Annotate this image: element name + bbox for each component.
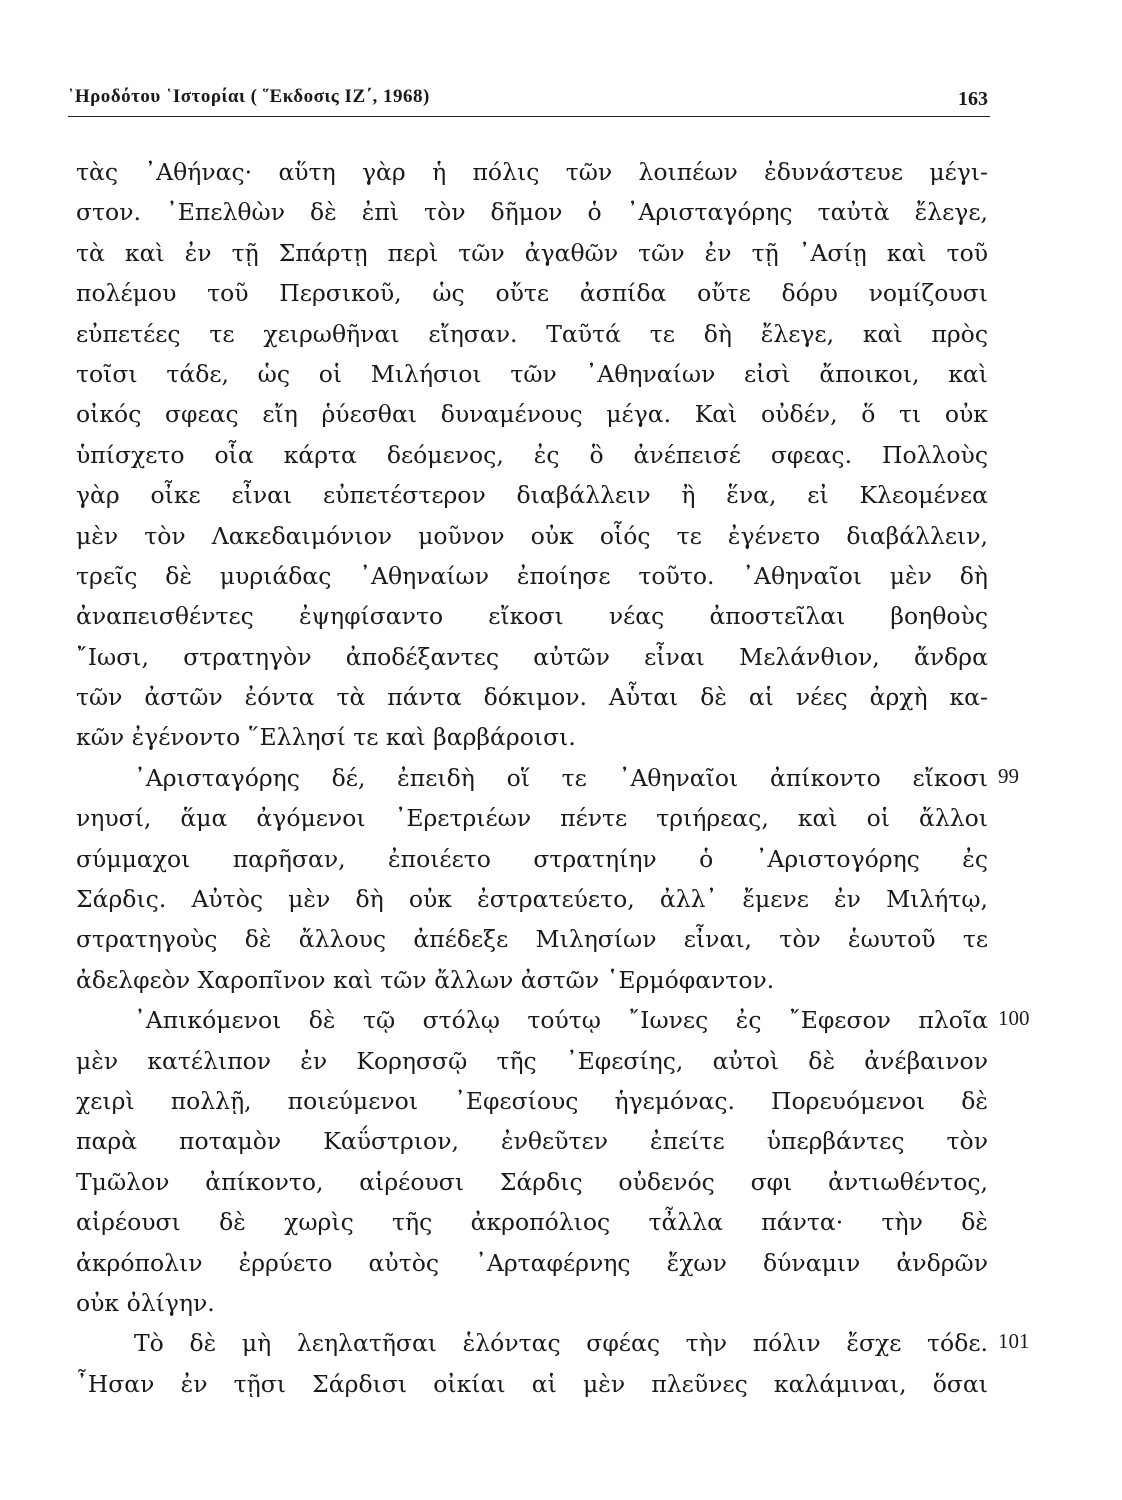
text-line: εὐπετέες τε χειρωθῆναι εἴησαν. Ταῦτά τε δὴ ἔλεγε, καὶ πρὸς [76,319,988,348]
text-line: σύμμαχοι παρῆσαν, ἐποιέετο στρατηίην ὁ ᾿Αριστογόρης ἐς [76,844,988,873]
text-line: ὑπίσχετο οἷα κάρτα δεόμενος, ἐς ὃ ἀνέπεισέ σφεας. Πολλοὺς [76,440,988,469]
text-line: Τμῶλον ἀπίκοντο, αἱρέουσι Σάρδις οὐδενός σφι ἀντιωθέντος, [76,1167,988,1196]
text-line: ῏Ησαν ἐν τῇσι Σάρδισι οἰκίαι αἱ μὲν πλεῦνες καλάμιναι, ὅσαι [76,1369,988,1398]
text-line: χειρὶ πολλῇ, ποιεύμενοι ᾿Εφεσίους ἡγεμόνας. Πορευόμενοι δὲ [76,1086,988,1115]
text-line: στρατηγοὺς δὲ ἄλλους ἀπέδεξε Μιλησίων εἶναι, τὸν ἑωυτοῦ τε [76,925,988,954]
text-line: πολέμου τοῦ Περσικοῦ, ὡς οὔτε ἀσπίδα οὔτε δόρυ νομίζουσι [76,279,988,308]
text-line: ᾿Απικόμενοι δὲ τῷ στόλῳ τούτῳ ῎Ιωνες ἐς ῎Εφεσον πλοῖα [134,1006,988,1035]
section-number: 100 [998,1006,1030,1030]
text-line: ἀδελφεὸν Χαροπῖνον καὶ τῶν ἄλλων ἀστῶν ῾Ερμόφαντον. [76,965,775,994]
running-header [68,86,990,117]
text-line: ἀκρόπολιν ἐρρύετο αὐτὸς ᾿Αρταφέρνης ἔχων δύναμιν ἀνδρῶν [76,1248,988,1277]
text-line: οἰκός σφεας εἴη ῥύεσθαι δυναμένους μέγα. Καὶ οὐδέν, ὅ τι οὐκ [76,400,988,429]
text-line: τὰς ᾿Αθήνας· αὕτη γὰρ ἡ πόλις τῶν λοιπέων ἐδυνάστευε μέγι- [76,158,988,186]
text-line: οὐκ ὀλίγην. [76,1288,215,1317]
page-number: 163 [958,88,988,110]
running-title: ῾Ηροδότου ῾Ιστορίαι ( ῞Εκδοσις ΙΖ΄, 1968) [68,86,430,107]
text-line: τῶν ἀστῶν ἐόντα τὰ πάντα δόκιμον. Αὗται δὲ αἱ νέες ἀρχὴ κα- [76,683,988,712]
text-line: νηυσί, ἅμα ἀγόμενοι ᾿Ερετριέων πέντε τριήρεας, καὶ οἱ ἄλλοι [76,804,988,833]
text-line: Τὸ δὲ μὴ λεηλατῆσαι ἑλόντας σφέας τὴν πόλιν ἔσχε τόδε. [134,1329,988,1358]
text-line: γὰρ οἶκε εἶναι εὐπετέστερον διαβάλλειν ἢ ἕνα, εἰ Κλεομένεα [76,481,988,510]
text-line: ἀναπεισθέντες ἐψηφίσαντο εἴκοσι νέας ἀποστεῖλαι βοηθοὺς [76,602,988,631]
text-line: κῶν ἐγένοντο ῞Ελλησί τε καὶ βαρβάροισι. [76,723,576,752]
text-line: μὲν τὸν Λακεδαιμόνιον μοῦνον οὐκ οἷός τε ἐγένετο διαβάλλειν, [76,521,988,550]
section-number: 99 [998,764,1019,788]
text-line: τρεῖς δὲ μυριάδας ᾿Αθηναίων ἐποίησε τοῦτο. ᾿Αθηναῖοι μὲν δὴ [76,561,988,590]
text-line: μὲν κατέλιπον ἐν Κορησσῷ τῆς ᾿Εφεσίης, αὐτοὶ δὲ ἀνέβαινον [76,1046,988,1075]
section-number: 101 [998,1329,1030,1353]
body-text [76,152,988,1404]
text-line: τὰ καὶ ἐν τῇ Σπάρτῃ περὶ τῶν ἀγαθῶν τῶν ἐν τῇ ᾿Ασίῃ καὶ τοῦ [76,238,988,267]
text-line: ᾿Αρισταγόρης δέ, ἐπειδὴ οἵ τε ᾿Αθηναῖοι ἀπίκοντο εἴκοσι [134,763,988,792]
text-line: αἱρέουσι δὲ χωρὶς τῆς ἀκροπόλιος τἆλλα πάντα· τὴν δὲ [76,1208,988,1237]
text-line: στον. ᾿Επελθὼν δὲ ἐπὶ τὸν δῆμον ὁ ᾿Αρισταγόρης ταὐτὰ ἔλεγε, [76,198,988,227]
text-line: Σάρδις. Αὐτὸς μὲν δὴ οὐκ ἐστρατεύετο, ἀλλ᾿ ἔμενε ἐν Μιλήτῳ, [76,885,988,914]
text-line: ῎Ιωσι, στρατηγὸν ἀποδέξαντες αὐτῶν εἶναι Μελάνθιον, ἄνδρα [76,642,988,671]
text-line: τοῖσι τάδε, ὡς οἱ Μιλήσιοι τῶν ᾿Αθηναίων εἰσὶ ἄποικοι, καὶ [76,359,988,388]
text-line: παρὰ ποταμὸν Καΰστριον, ἐνθεῦτεν ἐπείτε ὑπερβάντες τὸν [76,1127,988,1156]
